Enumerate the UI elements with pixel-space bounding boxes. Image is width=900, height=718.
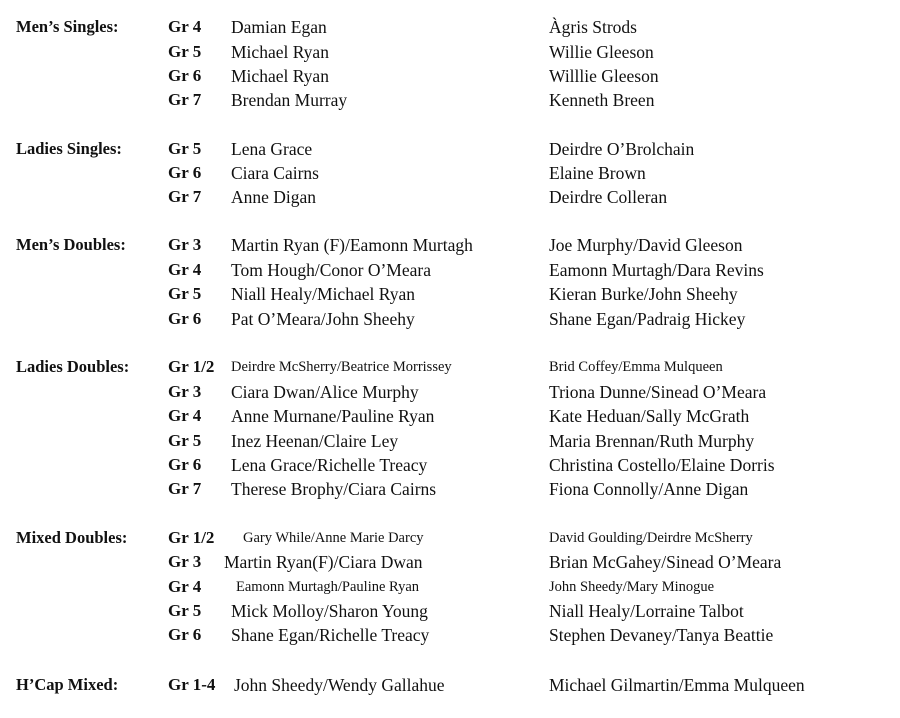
winner-name: Niall Healy/Michael Ryan (231, 284, 415, 304)
grade-label: Gr 4 (168, 17, 202, 36)
winner-name: Martin Ryan (F)/Eamonn Murtagh (231, 235, 473, 255)
result-row (0, 307, 900, 331)
runner-up-name: Brid Coffey/Emma Mulqueen (549, 359, 723, 375)
runner-up-name: Triona Dunne/Sinead O’Meara (549, 382, 767, 402)
result-row (0, 185, 900, 209)
result-row (0, 575, 900, 599)
result-row (0, 258, 900, 282)
runner-up-name: Kate Heduan/Sally McGrath (549, 406, 750, 426)
runner-up-name: Deirdre Colleran (549, 187, 668, 207)
winner-name: Deirdre McSherry/Beatrice Morrissey (231, 359, 452, 375)
result-row (0, 355, 900, 379)
winner-name: Michael Ryan (231, 66, 329, 86)
result-row (0, 380, 900, 404)
grade-label: Gr 5 (168, 284, 202, 303)
runner-up-name: Niall Healy/Lorraine Talbot (549, 601, 744, 621)
grade-label: Gr 4 (168, 260, 202, 279)
category-label: H’Cap Mixed: (16, 675, 119, 694)
winner-name: Lena Grace (231, 139, 313, 159)
winner-name: Lena Grace/Richelle Treacy (231, 455, 428, 475)
grade-label: Gr 6 (168, 455, 202, 474)
result-row (0, 64, 900, 88)
winner-name: Therese Brophy/Ciara Cairns (231, 479, 437, 499)
result-row (0, 404, 900, 428)
winner-name: Ciara Cairns (231, 163, 319, 183)
result-row (0, 282, 900, 306)
grade-label: Gr 7 (168, 479, 202, 498)
category-label: Men’s Doubles: (16, 235, 126, 254)
grade-label: Gr 3 (168, 552, 202, 571)
category-label: Ladies Singles: (16, 139, 122, 158)
winner-name: Martin Ryan(F)/Ciara Dwan (224, 552, 423, 572)
result-row (0, 137, 900, 161)
winner-name: Inez Heenan/Claire Ley (231, 431, 399, 451)
winner-name: Tom Hough/Conor O’Meara (231, 260, 431, 280)
winner-name: Shane Egan/Richelle Treacy (231, 625, 430, 645)
winner-name: Ciara Dwan/Alice Murphy (231, 382, 419, 402)
grade-label: Gr 5 (168, 139, 202, 158)
result-row (0, 477, 900, 501)
grade-label: Gr 6 (168, 163, 202, 182)
result-row (0, 88, 900, 112)
runner-up-name: John Sheedy/Mary Minogue (549, 579, 715, 595)
grade-label: Gr 5 (168, 431, 202, 450)
grade-label: Gr 1-4 (168, 675, 216, 694)
grade-label: Gr 3 (168, 382, 202, 401)
result-row (0, 623, 900, 647)
winner-name: Mick Molloy/Sharon Young (231, 601, 428, 621)
winner-name: Anne Digan (231, 187, 317, 207)
result-row (0, 15, 900, 39)
result-row (0, 161, 900, 185)
winner-name: Michael Ryan (231, 42, 329, 62)
winner-name: John Sheedy/Wendy Gallahue (234, 675, 445, 695)
grade-label: Gr 4 (168, 577, 202, 596)
winner-name: Gary While/Anne Marie Darcy (243, 530, 424, 546)
winner-name: Eamonn Murtagh/Pauline Ryan (236, 579, 420, 595)
runner-up-name: Àgris Strods (549, 17, 637, 37)
grade-label: Gr 7 (168, 90, 202, 109)
runner-up-name: David Goulding/Deirdre McSherry (549, 530, 753, 546)
grade-label: Gr 6 (168, 309, 202, 328)
runner-up-name: Kieran Burke/John Sheehy (549, 284, 738, 304)
result-row (0, 40, 900, 64)
runner-up-name: Shane Egan/Padraig Hickey (549, 309, 746, 329)
category-label: Men’s Singles: (16, 17, 119, 36)
grade-label: Gr 3 (168, 235, 202, 254)
grade-label: Gr 1/2 (168, 528, 215, 547)
runner-up-name: Willlie Gleeson (549, 66, 659, 86)
runner-up-name: Brian McGahey/Sinead O’Meara (549, 552, 782, 572)
runner-up-name: Willie Gleeson (549, 42, 654, 62)
result-row (0, 429, 900, 453)
grade-label: Gr 4 (168, 406, 202, 425)
result-row (0, 550, 900, 574)
runner-up-name: Christina Costello/Elaine Dorris (549, 455, 775, 475)
category-label: Ladies Doubles: (16, 357, 130, 376)
grade-label: Gr 6 (168, 66, 202, 85)
grade-label: Gr 5 (168, 601, 202, 620)
grade-label: Gr 6 (168, 625, 202, 644)
category-label: Mixed Doubles: (16, 528, 128, 547)
runner-up-name: Fiona Connolly/Anne Digan (549, 479, 749, 499)
grade-label: Gr 7 (168, 187, 202, 206)
runner-up-name: Deirdre O’Brolchain (549, 139, 695, 159)
winner-name: Pat O’Meara/John Sheehy (231, 309, 415, 329)
result-row (0, 233, 900, 257)
runner-up-name: Eamonn Murtagh/Dara Revins (549, 260, 764, 280)
result-row (0, 599, 900, 623)
runner-up-name: Maria Brennan/Ruth Murphy (549, 431, 755, 451)
winner-name: Damian Egan (231, 17, 327, 37)
result-row (0, 526, 900, 550)
grade-label: Gr 5 (168, 42, 202, 61)
runner-up-name: Joe Murphy/David Gleeson (549, 235, 743, 255)
runner-up-name: Michael Gilmartin/Emma Mulqueen (549, 675, 805, 695)
runner-up-name: Stephen Devaney/Tanya Beattie (549, 625, 774, 645)
grade-label: Gr 1/2 (168, 357, 215, 376)
result-row (0, 673, 900, 697)
runner-up-name: Kenneth Breen (549, 90, 655, 110)
winner-name: Anne Murnane/Pauline Ryan (231, 406, 435, 426)
winner-name: Brendan Murray (231, 90, 348, 110)
result-row (0, 453, 900, 477)
runner-up-name: Elaine Brown (549, 163, 646, 183)
